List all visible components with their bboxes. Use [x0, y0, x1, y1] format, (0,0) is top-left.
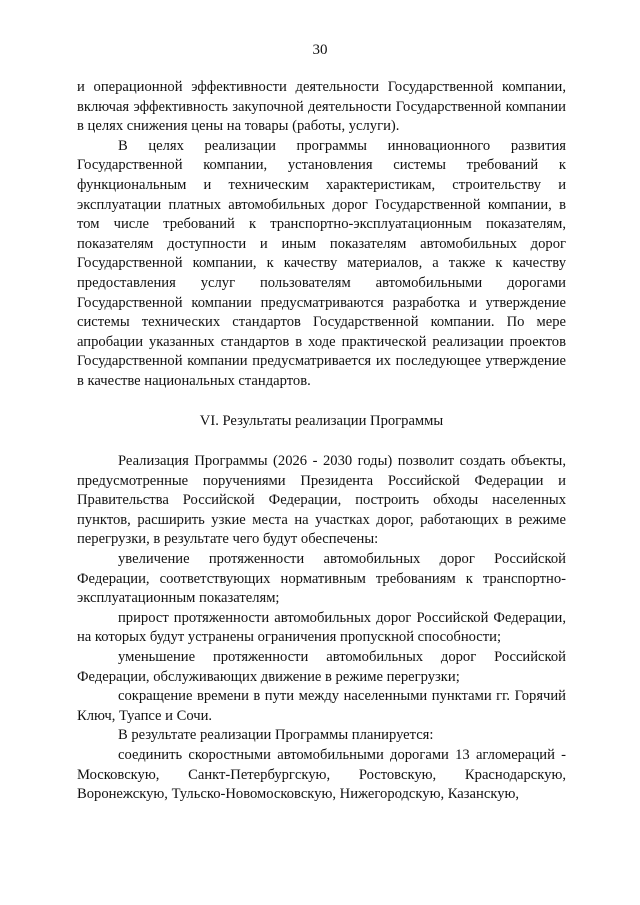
list-item-capacity-growth: прирост протяженности автомобильных дорог Российской Федерации, на которых будут устранены ограничения пропускной способности; — [77, 609, 566, 646]
list-item-agglomerations: соединить скоростными автомобильными дорогами 13 агломераций - Московскую, Санкт-Петербургскую, Ростовскую, Краснодарскую, Воронежскую, Тульско-Новомосковскую, Нижегородскую, Казанскую, — [77, 747, 566, 803]
paragraph-continued: и операционной эффективности деятельности Государственной компании, включая эффективность закупочной деятельности Государственной компании в целях снижения цены на товары (работы, услуги). — [77, 79, 566, 135]
document-body — [77, 78, 566, 805]
section-heading: VI. Результаты реализации Программы — [199, 412, 444, 429]
list-item-overload-decrease: уменьшение протяженности автомобильных дорог Российской Федерации, обслуживающих движение в режиме перегрузки; — [77, 649, 566, 685]
page-number: 30 — [312, 42, 328, 58]
list-item-travel-time: сокращение времени в пути между населенными пунктами гг. Горячий Ключ, Туапсе и Сочи. — [77, 688, 566, 724]
paragraph-innovation-standards: В целях реализации программы инновационного развития Государственной компании, установления системы требований к функциональным и техническим характеристикам, строительству и эксплуатации платных автомобильных дорог Государственной компании, в том числе требований к транспортно-эксплуатационным показателям, показателям доступности и иным показателям автомобильных дорог Государственной компании, к качеству материалов, а также к качеству предоставления услуг пользователям автомобильными дорогами Государственной компании предусматриваются разработка и утверждение системы технических стандартов Государственной компании. По мере апробации указанных стандартов в ходе практической реализации проектов Государственной компании предусматривается их последующее утверждение в качестве национальных стандартов. — [77, 137, 566, 389]
paragraph-planned-results: В результате реализации Программы планируется: — [118, 727, 434, 744]
paragraph-program-results: Реализация Программы (2026 - 2030 годы) позволит создать объекты, предусмотренные поручениями Президента Российской Федерации и Правительства Российской Федерации, построить обходы населенных пунктов, расширить узкие места на участках дорог, работающих в режиме перегрузки, в результате чего будут обеспечены: — [77, 453, 566, 548]
list-item-length-increase: увеличение протяженности автомобильных дорог Российской Федерации, соответствующих нормативным требованиям к транспортно-эксплуатационным показателям; — [77, 551, 566, 607]
